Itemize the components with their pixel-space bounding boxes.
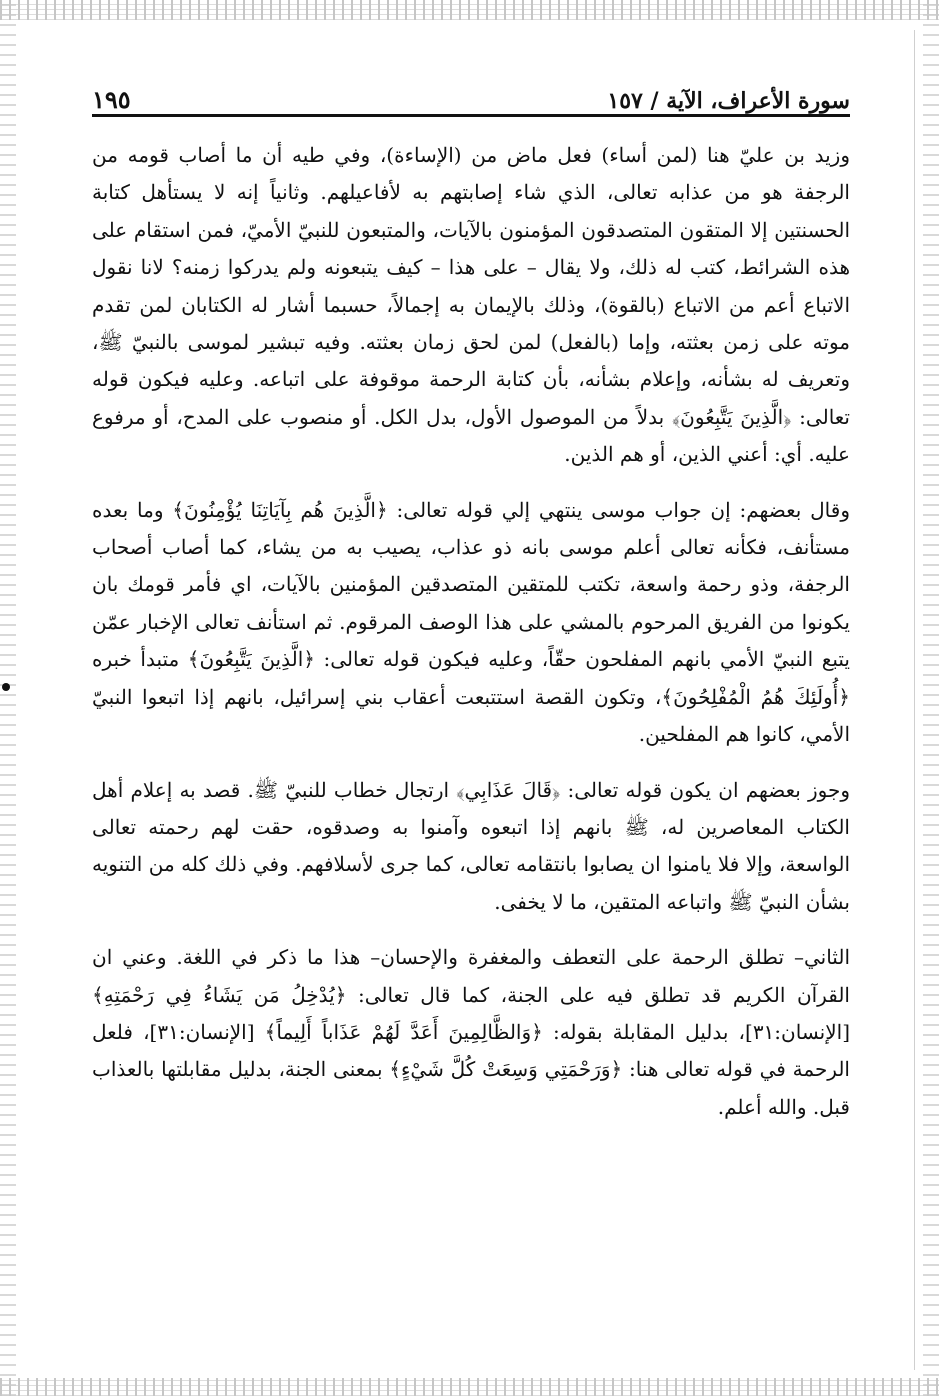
- paragraph-1: وزيد بن عليّ هنا (لمن أساء) فعل ماض من (الإساءة)، وفي طيه أن ما أصاب قومه من الرجفة هو من عذابه تعالى، الذي شاء إصابتهم به لأفاعيلهم. وثانياً إنه لا يستأهل كتابة الحسنتين إلا المتقون المتصدقون المؤمنون بالآيات، والمتبعون للنبيّ الأميّ، فمن استقام على هذه الشرائط، كتب له ذلك، ولا يقال – على هذا – كيف يتبعونه ولم يدركوا زمنه؟ لانا نقول الاتباع أعم من الاتباع (بالقوة)، وذلك بالإيمان به إجمالاً، حسبما أشار له الكتابان لمن تقدم موته على زمن بعثته، وإما (بالفعل) لمن لحق زمان بعثته. وفيه تبشير لموسى بالنبيّ ﷺ، وتعريف له بشأنه، وإعلام بشأنه، بأن كتابة الرحمة موقوفة على اتباعه. وعليه فيكون قوله تعالى: ﴿الَّذِينَ يَتَّبِعُونَ﴾ بدلاً من الموصول الأول، بدل الكل. أو منصوب على المدح، أو مرفوع عليه. أي: أعني الذين، أو هم الذين.: [92, 143, 851, 467]
- book-page: [92, 66, 850, 1144]
- page-number: ١٩٥: [92, 85, 131, 114]
- running-header: [92, 66, 850, 117]
- paragraph-2: وقال بعضهم: إن جواب موسى ينتهي إلي قوله تعالى: ﴿الَّذِينَ هُم بِآيَاتِنَا يُؤْمِنُونَ﴾ وما بعده مستأنف، فكأنه تعالى أعلم موسى بانه ذو عذاب، يصيب به من يشاء، كما أصاب أصحاب الرجفة، وذو رحمة واسعة، تكتب للمتقين المتصدقين المؤمنين بالآيات، اي فأمر قومك بان يكونوا من الفريق المرحوم بالمشي على هذا الوصف المرقوم. ثم استأنف تعالى الإخبار عمّن يتبع النبيّ الأمي بانهم المفلحون حقّاً، وعليه فيكون قوله تعالى: ﴿الَّذِينَ يَتَّبِعُونَ﴾ متبدأ خبره ﴿أُولَئِكَ هُمُ الْمُفْلِحُونَ﴾، وتكون القصة استتبعت أعقاب بني إسرائيل، بانهم إذا اتبعوا النبيّ الأمي، كانوا هم المفلحين.: [92, 497, 850, 747]
- right-margin-line: [914, 30, 915, 1370]
- paragraph-4: الثاني– تطلق الرحمة على التعطف والمغفرة والإحسان– هذا ما ذكر في اللغة. وعني ان القرآن الكريم قد تطلق فيه على الجنة، كما قال تعالى: ﴿يُدْخِلُ مَن يَشَاءُ فِي رَحْمَتِهِ﴾ [الإنسان:٣١]، بدليل المقابلة بقوله: ﴿وَالظَّالِمِينَ أَعَدَّ لَهُمْ عَذَاباً أَلِيماً﴾ [الإنسان:٣١]، فلعل الرحمة في قوله تعالى هنا: ﴿وَرَحْمَتِي وَسِعَتْ كُلَّ شَيْءٍ﴾ بمعنى الجنة، بدليل مقابلتها بالعذاب قبل. والله أعلم.: [92, 945, 850, 1119]
- chapter-verse-title: سورة الأعراف، الآية / ١٥٧: [607, 88, 850, 114]
- paragraph-3: وجوز بعضهم ان يكون قوله تعالى: ﴿قَالَ عَذَابِي﴾ ارتجال خطاب للنبيّ ﷺ. قصد به إعلام أهل الكتاب المعاصرين له، ﷺ بانهم إذا اتبعوه وآمنوا به وصدقوه، حقت لهم رحمته تعالى الواسعة، وإلا فلا يامنوا ان يصابوا بانتقامه تعالى، كما جرى لأسلافهم. وفي ذلك كله من التنويه بشأن النبيّ ﷺ واتباعه المتقين، ما لا يخفى.: [92, 777, 850, 914]
- left-ornamental-border: [0, 0, 16, 1396]
- top-ornamental-border: [0, 0, 939, 20]
- right-ornamental-border: [923, 0, 939, 1396]
- bottom-ornamental-border: [0, 1378, 939, 1396]
- margin-dot: [2, 683, 10, 691]
